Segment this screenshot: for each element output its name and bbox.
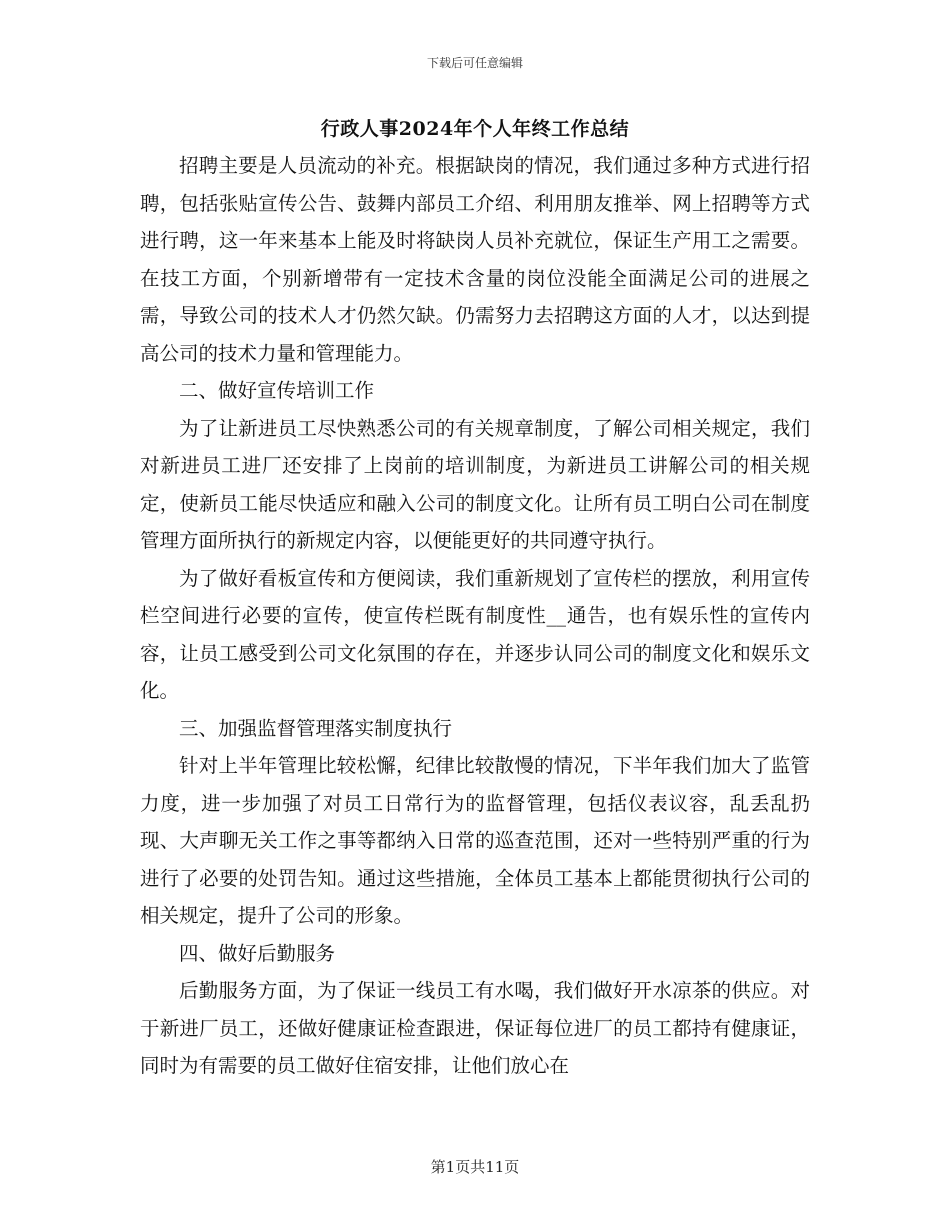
section-heading-4: 四、做好后勤服务 — [179, 941, 336, 965]
paragraph-recruitment: 招聘主要是人员流动的补充。根据缺岗的情况，我们通过多种方式进行招聘，包括张贴宣传公告、鼓舞内部员工介绍、利用朋友推举、网上招聘等方式进行聘，这一年来基本上能及时将缺岗人员补充就位，保证生产用工之需要。在技工方面，个别新增带有一定技术含量的岗位没能全面满足公司的进展之需，导致公司的技术人才仍然欠缺。仍需努力去招聘这方面的人才，以达到提高公司的技术力量和管理能力。 — [140, 154, 810, 365]
paragraph-logistics: 后勤服务方面，为了保证一线员工有水喝，我们做好开水凉茶的供应。对于新进厂员工，还做好健康证检查跟进，保证每位进厂的员工都持有健康证，同时为有需要的员工做好住宿安排，让他们放心在 — [140, 979, 810, 1077]
paragraph-training: 为了让新进员工尽快熟悉公司的有关规章制度，了解公司相关规定，我们对新进员工进厂还安排了上岗前的培训制度，为新进员工讲解公司的相关规定，使新员工能尽快适应和融入公司的制度文化。让所有员工明白公司在制度管理方面所执行的新规定内容，以便能更好的共同遵守执行。 — [140, 416, 810, 552]
document-title: 行政人事2024年个人年终工作总结 — [320, 118, 630, 140]
page-number-footer: 第1页共11页 — [430, 1158, 520, 1176]
section-heading-2: 二、做好宣传培训工作 — [179, 379, 375, 402]
section-heading-3: 三、加强监督管理落实制度执行 — [179, 716, 453, 740]
paragraph-supervision: 针对上半年管理比较松懈，纪律比较散慢的情况，下半年我们加大了监管力度，进一步加强了对员工日常行为的监督管理，包括仪表议容，乱丢乱扔现、大声聊无关工作之事等都纳入日常的巡查范围，还对一些特别严重的行为进行了必要的处罚告知。通过这些措施，全体员工基本上都能贯彻执行公司的相关规定，提升了公司的形象。 — [140, 754, 810, 927]
header-note: 下载后可任意编辑 — [426, 56, 523, 70]
paragraph-bulletin-board: 为了做好看板宣传和方便阅读，我们重新规划了宣传栏的摆放，利用宣传栏空间进行必要的宣传，使宣传栏既有制度性__通告，也有娱乐性的宣传内容，让员工感受到公司文化氛围的存在，并逐步认同公司的制度文化和娱乐文化。 — [140, 566, 810, 702]
document-body — [140, 147, 810, 1085]
